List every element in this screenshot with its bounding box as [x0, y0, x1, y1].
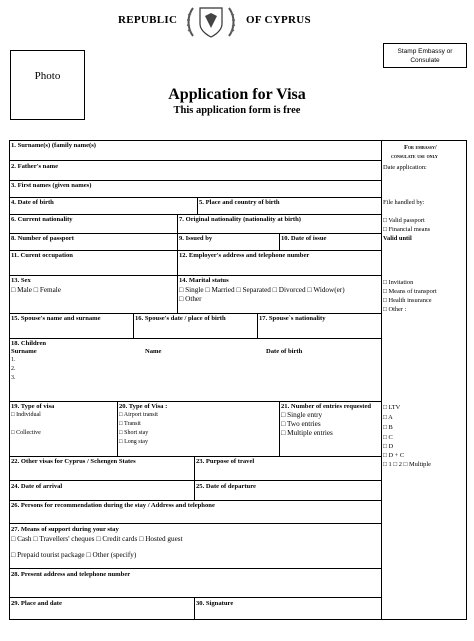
child-row-2[interactable]: 2.: [11, 366, 16, 372]
coat-of-arms-icon: [183, 2, 239, 42]
field-27-means-of-support: 27. Means of support during your stay: [11, 526, 119, 533]
row-line: [9, 456, 381, 457]
sidebar-title-line1: For embassy/: [404, 144, 437, 151]
row-line: [9, 275, 381, 276]
field-9-issued-by[interactable]: 9. Issued by: [179, 235, 213, 242]
children-dob-header: Date of birth: [266, 348, 303, 355]
application-form: [9, 140, 467, 620]
col-line: [117, 401, 118, 456]
children-name-header: Name: [145, 348, 162, 355]
field-25-departure[interactable]: 25. Date of departure: [196, 483, 256, 490]
sidebar-d-plus-c[interactable]: □ D + C: [383, 452, 405, 459]
sex-options[interactable]: □ Male □ Female: [11, 286, 61, 294]
sidebar-entries[interactable]: □ 1 □ 2 □ Multiple: [383, 461, 431, 468]
field-2-father-name[interactable]: 2. Father's name: [11, 163, 59, 170]
field-3-first-names[interactable]: 3. First names (given names): [11, 182, 92, 189]
field-1-surname[interactable]: 1. Surname(s) (family name(s): [11, 142, 96, 149]
col-line: [197, 197, 198, 214]
field-21-entries: 21. Number of entries requested: [281, 403, 372, 410]
child-row-3[interactable]: 3.: [11, 375, 16, 381]
row-line: [9, 401, 381, 402]
row-line: [9, 523, 381, 524]
header-of-cyprus: OF CYPRUS: [246, 14, 311, 26]
field-29-place-date[interactable]: 29. Place and date: [11, 600, 62, 607]
field-7-original-nationality[interactable]: 7. Original nationality (nationality at birth): [179, 216, 301, 223]
col-line: [194, 456, 195, 500]
photo-box: Photo: [10, 50, 85, 120]
visa-individual-option[interactable]: □ Individual: [11, 412, 41, 418]
field-11-occupation[interactable]: 11. Curent occupation: [11, 252, 73, 259]
form-title: Application for Visa: [168, 86, 306, 103]
field-23-purpose[interactable]: 23. Purpose of travel: [196, 458, 255, 465]
visa-transit-option[interactable]: □ Transit: [119, 421, 141, 427]
field-24-arrival[interactable]: 24. Date of arrival: [11, 483, 63, 490]
col-line: [279, 401, 280, 456]
stamp-label-line2: Consulate: [410, 57, 440, 64]
row-line: [9, 338, 381, 339]
row-line: [9, 313, 381, 314]
support-options-row1[interactable]: □ Cash □ Travellers' cheques □ Credit cards □ Hosted guest: [11, 535, 183, 543]
sidebar-ltv[interactable]: □ LTV: [383, 404, 401, 411]
entry-two-option[interactable]: □ Two entries: [281, 420, 321, 428]
stamp-box: [383, 43, 467, 68]
field-14-marital-status: 14. Marital status: [179, 277, 229, 284]
header-republic: REPUBLIC: [118, 14, 178, 26]
child-row-1[interactable]: 1.: [11, 357, 16, 363]
sidebar-divider: [381, 140, 382, 620]
sidebar-financial-means[interactable]: □ Financial means: [383, 226, 431, 233]
visa-collective-option[interactable]: □ Collective: [11, 430, 41, 436]
field-19-type-of-visa: 19. Type of visa: [11, 403, 55, 410]
col-line: [257, 313, 258, 338]
sidebar-valid-passport[interactable]: □ Valid passport: [383, 217, 425, 224]
row-line: [9, 214, 381, 215]
row-line: [9, 233, 381, 234]
col-line: [177, 275, 178, 313]
col-line: [279, 233, 280, 250]
form-subtitle: This application form is free: [173, 105, 301, 116]
sidebar-health-insurance[interactable]: □ Health insurance: [383, 297, 432, 304]
visa-short-stay-option[interactable]: □ Short stay: [119, 430, 149, 436]
support-options-row2[interactable]: □ Prepaid tourist package □ Other (specify): [11, 551, 137, 559]
field-12-employer[interactable]: 12. Employer's address and telephone number: [179, 252, 310, 259]
field-5-place-of-birth[interactable]: 5. Place and country of birth: [199, 199, 280, 206]
sidebar-means-transport[interactable]: □ Means of transport: [383, 288, 437, 295]
row-line: [9, 568, 381, 569]
entry-multiple-option[interactable]: □ Multiple entries: [281, 429, 333, 437]
sidebar-file-handled: File handled by:: [383, 199, 425, 206]
sidebar-b[interactable]: □ B: [383, 424, 393, 431]
sidebar-other[interactable]: □ Other :: [383, 306, 407, 313]
field-13-sex: 13. Sex: [11, 277, 31, 284]
field-28-present-address[interactable]: 28. Present address and telephone number: [11, 571, 131, 578]
field-26-recommendation[interactable]: 26. Persons for recommendation during the stay / Address and telephone: [11, 502, 215, 509]
sidebar-title-line2: consulate use only: [391, 153, 438, 160]
field-30-signature[interactable]: 30. Signature: [196, 600, 234, 607]
marital-options[interactable]: □ Single □ Married □ Separated □ Divorced □ Widow(er): [179, 286, 345, 294]
marital-other-option[interactable]: □ Other: [179, 295, 202, 303]
row-line: [9, 480, 381, 481]
col-line: [194, 597, 195, 620]
row-line: [9, 180, 381, 181]
sidebar-valid-until: Valid until: [383, 235, 412, 242]
row-line: [9, 160, 381, 161]
visa-long-stay-option[interactable]: □ Long stay: [119, 439, 148, 445]
row-line: [9, 250, 381, 251]
stamp-label-line1: Stamp Embassy or: [397, 48, 453, 55]
sidebar-invitation[interactable]: □ Invitation: [383, 279, 414, 286]
field-10-date-of-issue[interactable]: 10. Date of issue: [281, 235, 327, 242]
row-line: [9, 597, 381, 598]
field-16-spouse-birth[interactable]: 16. Spouse's date / place of birth: [135, 315, 226, 322]
row-line: [9, 500, 381, 501]
sidebar-a[interactable]: □ A: [383, 414, 393, 421]
field-15-spouse-name[interactable]: 15. Spouse's name and surname: [11, 315, 101, 322]
field-4-date-of-birth[interactable]: 4. Date of birth: [11, 199, 54, 206]
field-18-children: 18. Children: [11, 340, 47, 347]
col-line: [177, 214, 178, 275]
sidebar-d[interactable]: □ D: [383, 443, 394, 450]
field-8-passport-number[interactable]: 8. Number of passport: [11, 235, 74, 242]
visa-airport-transit-option[interactable]: □ Airport transit: [119, 412, 158, 418]
children-surname-header: Surname: [11, 348, 37, 355]
field-20-visa-type: 20. Type of Visa :: [119, 403, 168, 410]
col-line: [133, 313, 134, 338]
row-line: [9, 197, 381, 198]
field-6-current-nationality[interactable]: 6. Current nationality: [11, 216, 73, 223]
field-17-spouse-nationality[interactable]: 17. Spouse`s nationality: [259, 315, 326, 322]
field-22-other-visas[interactable]: 22. Other visas for Cyprus / Schengen States: [11, 458, 136, 465]
sidebar-date-application: Date application:: [383, 164, 427, 171]
sidebar-c[interactable]: □ C: [383, 434, 393, 441]
entry-single-option[interactable]: □ Single entry: [281, 411, 323, 419]
